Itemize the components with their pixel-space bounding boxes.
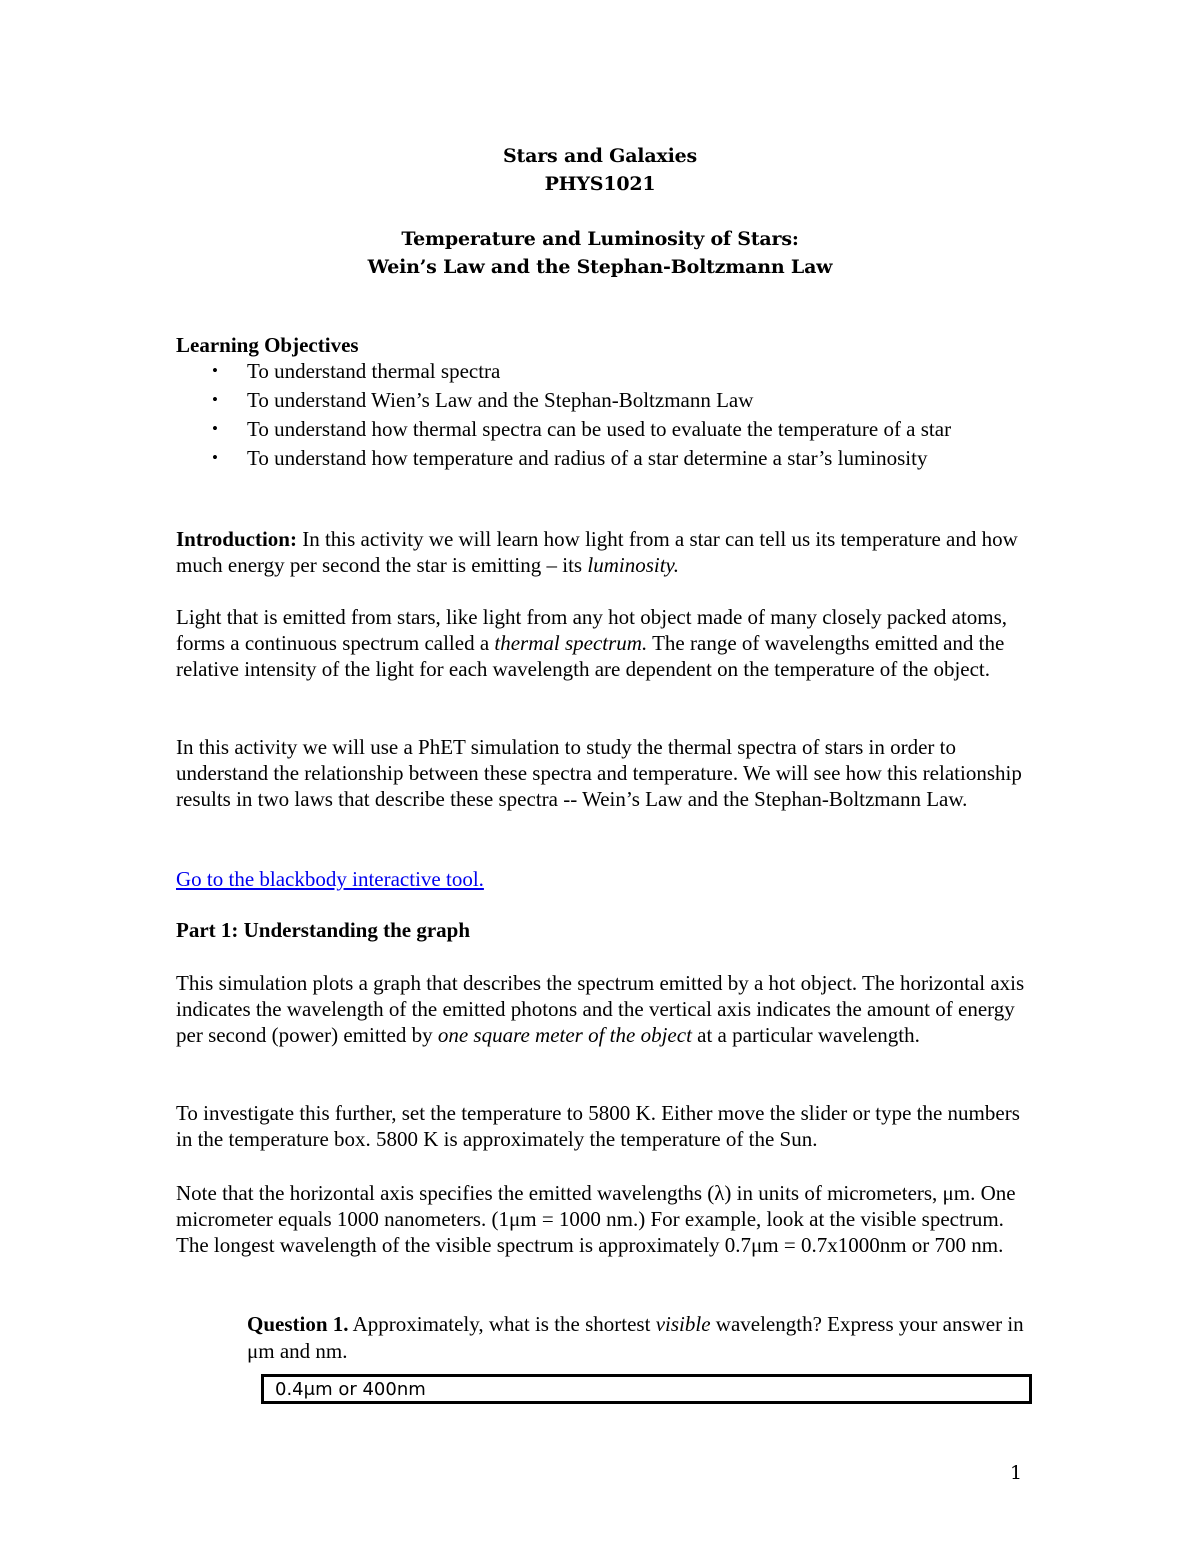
- thermal-spectrum-paragraph: Light that is emitted from stars, like light from any hot object made of many closely packed atoms, forms a continuous spectrum called a thermal spectrum. The range of wavelengths emitted and the relative intensity of the light for each wavelength are dependent on the temperature of the object.: [176, 605, 1008, 681]
- question-1: Question 1. Approximately, what is the shortest visible wavelength? Express your answer in μm and nm.: [247, 1312, 1024, 1363]
- question-1-answer-field[interactable]: 0.4μm or 400nm: [261, 1374, 1032, 1404]
- objective-item: • To understand how thermal spectra can be used to evaluate the temperature of a star: [212, 417, 952, 441]
- course-code: PHYS1021: [544, 173, 656, 195]
- question-1-label: Question 1.: [247, 1312, 349, 1336]
- topic-title-line1: Temperature and Luminosity of Stars:: [401, 228, 799, 250]
- blackbody-tool-link-row: [176, 866, 1036, 892]
- page-number: 1: [1010, 1462, 1023, 1484]
- objectives-heading: Learning Objectives: [176, 333, 359, 357]
- bullet-icon: •: [212, 448, 218, 467]
- blackbody-tool-link[interactable]: Go to the blackbody interactive tool.: [176, 867, 484, 891]
- topic-title-line2: Wein’s Law and the Stephan-Boltzmann Law: [367, 256, 833, 278]
- graph-description-paragraph: This simulation plots a graph that describes the spectrum emitted by a hot object. The horizontal axis indicates the wavelength of the emitted photons and the vertical axis indicates the amount of energy per second (power) emitted by one square meter of the object at a particular wavelength.: [176, 971, 1025, 1047]
- part1-heading: Part 1: Understanding the graph: [176, 918, 471, 942]
- objective-item: • To understand thermal spectra: [212, 359, 501, 383]
- introduction-paragraph: Introduction: In this activity we will learn how light from a star can tell us its temperature and how much energy per second the star is emitting – its luminosity.: [176, 527, 1018, 577]
- objectives-list: [176, 358, 1036, 474]
- objective-item: • To understand how temperature and radius of a star determine a star’s luminosity: [212, 446, 928, 470]
- temperature-paragraph: To investigate this further, set the temperature to 5800 K. Either move the slider or type the numbers in the temperature box. 5800 K is approximately the temperature of the Sun.: [176, 1101, 1020, 1151]
- bullet-icon: •: [212, 361, 218, 380]
- bullet-icon: •: [212, 419, 218, 438]
- bullet-icon: •: [212, 390, 218, 409]
- wavelength-units-paragraph: Note that the horizontal axis specifies the emitted wavelengths (λ) in units of micrometers, μm. One micrometer equals 1000 nanometers. (1μm = 1000 nm.) For example, look at the visible spectrum. The longest wavelength of the visible spectrum is approximately 0.7μm = 0.7x1000nm or 700 nm.: [176, 1181, 1016, 1257]
- phet-paragraph: In this activity we will use a PhET simulation to study the thermal spectra of stars in order to understand the relationship between these spectra and temperature. We will see how this relationship results in two laws that describe these spectra -- Wein’s Law and the Stephan-Boltzmann Law.: [176, 735, 1022, 811]
- introduction-label: Introduction:: [176, 527, 297, 551]
- objective-item: • To understand Wien’s Law and the Stephan-Boltzmann Law: [212, 388, 754, 412]
- course-title: Stars and Galaxies: [503, 145, 697, 167]
